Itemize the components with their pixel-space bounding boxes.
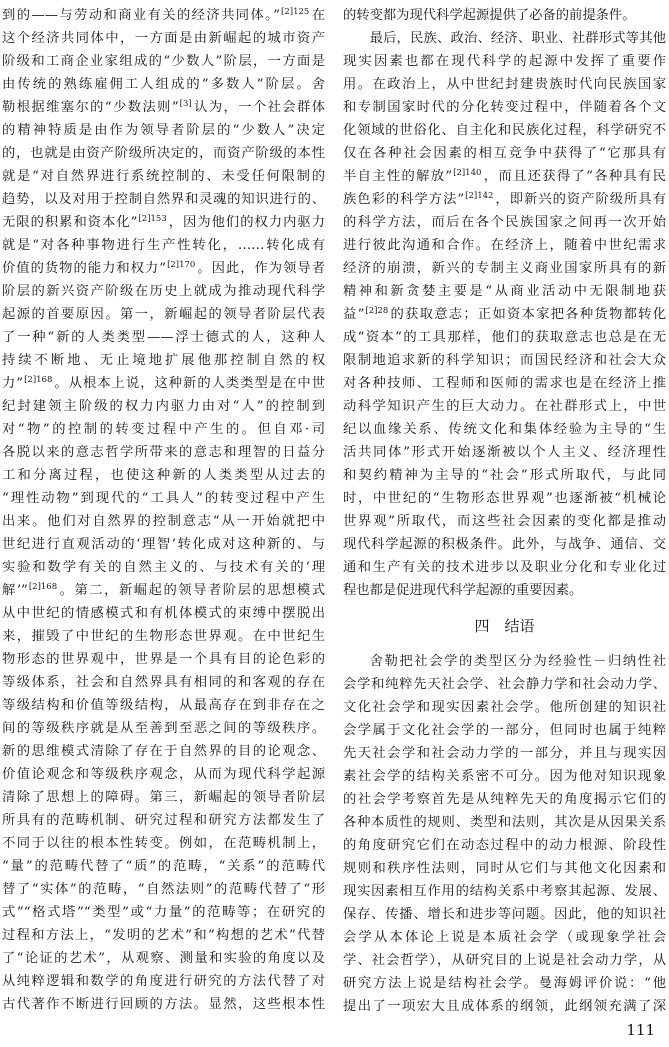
text-line: 式”“格式塔”“类型”或“力量”的范畴等；在研究的	[2, 905, 325, 920]
text-line	[343, 303, 666, 326]
text-line	[2, 96, 325, 119]
paragraph	[343, 27, 666, 602]
section-heading: 四 结语	[474, 617, 535, 635]
paragraph	[343, 650, 666, 1018]
text-line: 化领域的世俗化、自主化和民族化过程，科学研究不	[343, 123, 666, 138]
right-column	[343, 4, 666, 1018]
text-line: 会学和纯粹先天社会学、社会静力学和社会动力学、	[343, 677, 666, 692]
text-segment: 的获取意志；正如资本家把各种货物都转化	[389, 307, 666, 322]
text-line: “量”的范畴代替了“质”的范畴，“关系”的范畴代	[2, 859, 325, 874]
text-line	[2, 211, 325, 234]
text-segment: 到的——与劳动和商业有关的经济共同体。”	[2, 8, 281, 23]
text-line: 通和生产有关的技术进步以及职业分化和专业化过	[343, 560, 666, 575]
citation-superscript: [2]125	[281, 6, 310, 17]
text-segment: 。因此，作为领导者	[196, 261, 325, 276]
text-line: 保存、传播、增长和进步等问题。因此，他的知识社	[343, 907, 666, 922]
text-line: 对各种技师、工程师和医师的需求也是在经济上推	[343, 376, 666, 391]
text-line: 实验和数学有关的自然主义的、与技术有关的‘理	[2, 560, 325, 575]
text-segment: 认为，一个社会群体	[192, 100, 325, 115]
text-line: 了一种“新的人类类型——浮士德式的人，这种人	[2, 330, 325, 345]
left-column	[2, 4, 325, 1016]
text-line: 的科学方法，而后在各个民族国家之间再一次开始	[343, 215, 666, 230]
citation-superscript: [2]140	[453, 167, 482, 178]
text-line: 时，中世纪的“生物形态世界观”也逐渐被“机械论	[343, 491, 666, 506]
text-line: 来，摧毁了中世纪的生物形态世界观。在中世纪生	[2, 629, 325, 644]
text-line: 的，也就是由资产阶级所决定的，而资产阶级的本性	[2, 146, 325, 161]
text-line: 纪以血缘关系、传统文化和集体经验为主导的“生	[343, 422, 666, 437]
text-line: 清除了思想上的障碍。第三，新崛起的领导者阶层	[2, 790, 325, 805]
text-line: 世纪进行直观活动的‘理智’转化成对这种新的、与	[2, 537, 325, 552]
text-line: 世界观”所取代，而这些社会因素的变化都是推动	[343, 514, 666, 529]
text-line: 限制地追求新的科学知识；而国民经济和社会大众	[343, 353, 666, 368]
text-line: 价值论观念和等级秩序观念，从而为现代科学起源	[2, 767, 325, 782]
text-line: 不同于以往的根本性转变。例如，在范畴机制上，	[2, 836, 325, 851]
text-segment: ，因为他们的权力内驱力	[167, 215, 325, 230]
text-line: 和专制国家时代的分化转变过程中，伴随着各个文	[343, 100, 666, 115]
text-line: 会学属于文化社会学的一部分，但同时也属于纯粹	[343, 723, 666, 738]
text-line: 进行彼此沟通和合作。在经济上，随着中世纪需求	[343, 238, 666, 253]
text-line: 替了“实体”的范畴，“自然法则”的范畴代替了“形	[2, 882, 325, 897]
citation-superscript: [2]168	[28, 581, 58, 592]
paragraph	[343, 4, 666, 27]
citation-superscript: [2]170	[167, 259, 196, 270]
text-line: 程也都是促进现代科学起源的重要因素。	[343, 583, 583, 598]
text-line: 的社会学考察首先是从纯粹先天的角度揭示它们的	[343, 792, 666, 807]
text-line: 了“论证的艺术”，从观察、测量和实验的角度以及	[2, 951, 325, 966]
text-line: 等级结构和价值等级结构，从最高存在到非存在之	[2, 698, 325, 713]
text-line: 最后，民族、政治、经济、职业、社群形式等其他	[369, 31, 666, 46]
text-segment: 勒根据维塞尔的“少数法则”	[2, 100, 179, 115]
text-line: 精神和新贪婪主要是“从商业活动中无限制地获	[343, 284, 666, 299]
text-line: 各种本质性的规则、类型和法则，其次是从因果关系	[343, 815, 666, 830]
text-line: 这个经济共同体中，一方面是由新崛起的城市资产	[2, 31, 325, 46]
text-segment: 无限的积累和资本化”	[2, 215, 138, 230]
citation-superscript: [2]142	[465, 190, 494, 201]
text-line: 会学从本体论上说是本质社会学（或现象学社会	[343, 930, 666, 945]
text-line: 先天社会学和社会动力学的一部分，并且与现实因	[343, 746, 666, 761]
text-line: 的精神特质是由作为领导者阶层的“少数人”决定	[2, 123, 325, 138]
text-segment: 在	[310, 8, 325, 23]
citation-superscript: [3]	[179, 98, 192, 109]
text-line: 现实因素也都在现代科学的起源中发挥了重要作	[343, 54, 666, 69]
text-line: 动科学知识产生的巨大动力。在社群形式上，中世	[343, 399, 666, 414]
text-line: 新的思维模式清除了存在于自然界的目的论观念、	[2, 744, 325, 759]
text-line: 从纯粹逻辑和数学的角度进行研究的方法代替了对	[2, 974, 325, 989]
text-line: 研究方法上说是结构社会学。曼海姆评价说：“他	[343, 976, 666, 991]
text-line	[2, 4, 325, 27]
text-segment: 。第二，新崛起的领导者阶层的思想模式	[58, 583, 325, 598]
text-line: 纪封建领主阶级的权力内驱力由对“人”的控制到	[2, 399, 325, 414]
text-line	[343, 165, 666, 188]
text-line: 的角度研究它们在动态过程中的动力根源、阶段性	[343, 838, 666, 853]
text-line: 阶级和工商企业家组成的“少数人”阶层，一方面是	[2, 54, 325, 69]
text-line: 成“资本”的工具那样，他们的获取意志也总是在无	[343, 330, 666, 345]
citation-superscript: [2]153	[138, 213, 167, 224]
text-segment: 族色彩的科学方法”	[343, 192, 465, 207]
text-line: 经济的崩溃，新兴的专制主义商业国家所具有的新	[343, 261, 666, 276]
text-line: 舍勒把社会学的类型区分为经验性－归纳性社	[369, 654, 666, 669]
text-line: 从中世纪的情感模式和有机体模式的束缚中摆脱出	[2, 606, 325, 621]
paragraph	[2, 4, 325, 1016]
text-segment: 价值的货物的能力和权力”	[2, 261, 167, 276]
text-line: 和契约精神为主导的“社会”形式所取代，与此同	[343, 468, 666, 483]
text-line: 出来。他们对自然界的控制意志“从一开始就把中	[2, 514, 325, 529]
text-segment: ，即新兴的资产阶级所具有	[494, 192, 666, 207]
citation-superscript: [2]28	[365, 305, 389, 316]
text-line	[2, 372, 325, 395]
text-line: 就是“对各种事物进行生产性转化，……转化成有	[2, 238, 325, 253]
text-line: 起源的首要原因。第一，新崛起的领导者阶层代表	[2, 307, 325, 322]
text-line: 素社会学的结构关系密不可分。因为他对知识现象	[343, 769, 666, 784]
text-line: 对“物”的控制的转变过程中产生的。但自邓·司	[2, 422, 325, 437]
text-line: 过程和方法上，“发明的艺术”和“构想的艺术”代替	[2, 928, 325, 943]
text-line: 现代科学起源的积极条件。此外，与战争、通信、交	[343, 537, 666, 552]
text-line: 现实因素相互作用的结构关系中考察其起源、发展、	[343, 884, 666, 899]
text-line: 所具有的范畴机制、研究过程和研究方法都发生了	[2, 813, 325, 828]
text-line: “理性动物”到现代的“工具人”的转变过程中产生	[2, 491, 325, 506]
text-line	[2, 579, 325, 602]
text-line: 文化社会学和现实因素社会学。他所创建的知识社	[343, 700, 666, 715]
text-line: 物形态的世界观中，世界是一个具有目的论色彩的	[2, 652, 325, 667]
text-line: 用。在政治上，从中世纪封建贵族时代向民族国家	[343, 77, 666, 92]
text-line	[343, 188, 666, 211]
text-line: 趋势，以及对用于控制自然界和灵魂的知识进行的、	[2, 192, 325, 207]
text-line: 提出了一项宏大且成体系的纲领，此纲领充满了深	[343, 999, 666, 1014]
text-line: 工和分离过程，也使这种新的人类类型从过去的	[2, 468, 325, 483]
text-segment: 益”	[343, 307, 365, 322]
text-line: 仅在各种社会因素的相互竞争中获得了“它那具有	[343, 146, 666, 161]
text-line: 就是“对自然界进行系统控制的、未受任何限制的	[2, 169, 325, 184]
text-segment: 解’”	[2, 583, 28, 598]
text-line: 学、社会哲学），从研究目的上说是社会动力学，从	[343, 953, 666, 968]
page-number: 111	[626, 1021, 655, 1039]
text-line: 等级体系，社会和自然界具有相同的和客观的存在	[2, 675, 325, 690]
text-line: 的转变都为现代科学起源提供了必备的前提条件。	[343, 8, 636, 23]
text-line: 间的等级秩序就是从至善到至恶之间的等级秩序。	[2, 721, 325, 736]
text-line: 阶层的新兴资产阶级在历史上就成为推动现代科学	[2, 284, 325, 299]
text-line: 由传统的熟练雇佣工人组成的“多数人”阶层。舍	[2, 77, 325, 92]
text-line: 规则和秩序性法则，同时从它们与其他文化因素和	[343, 861, 666, 876]
text-segment: ，而且还获得了“各种具有民	[482, 169, 666, 184]
text-segment: 。从根本上说，这种新的人类类型是在中世	[53, 376, 325, 391]
text-line: 各脱以来的意志哲学所带来的意志和理智的日益分	[2, 445, 325, 460]
text-line: 古代著作不断进行回顾的方法。显然，这些根本性	[2, 997, 325, 1012]
text-line: 持续不断地、无止境地扩展他那控制自然的权	[2, 353, 325, 368]
text-line	[2, 257, 325, 280]
citation-superscript: [2]168	[24, 374, 53, 385]
text-line: 活共同体”形式开始逐渐被以个人主义、经济理性	[343, 445, 666, 460]
text-segment: 力”	[2, 376, 24, 391]
text-segment: 半自主性的解放”	[343, 169, 453, 184]
